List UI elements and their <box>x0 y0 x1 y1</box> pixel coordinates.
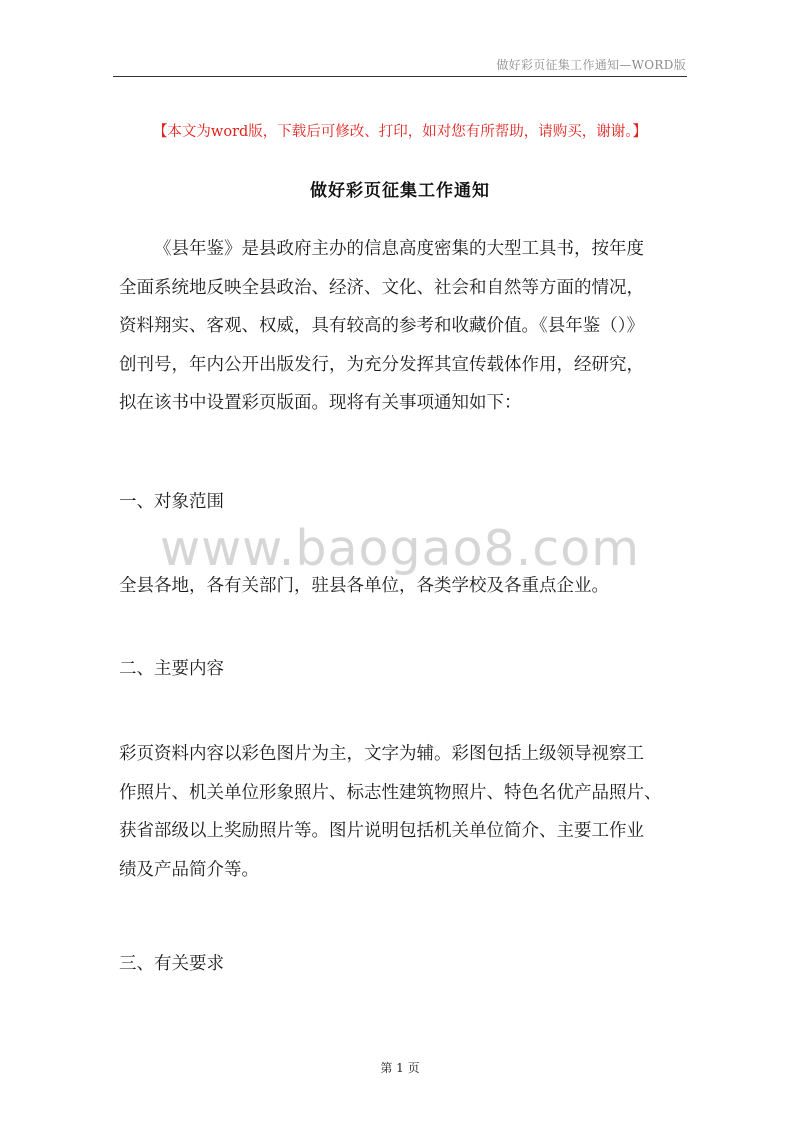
running-header: 做好彩页征集工作通知—WORD版 <box>496 58 686 72</box>
watermark: www.baogao8.com <box>160 520 640 577</box>
document-title: 做好彩页征集工作通知 <box>310 181 490 201</box>
intro-paragraph <box>119 230 687 423</box>
paragraph-line: 获省部级以上奖励照片等。图片说明包括机关单位简介、主要工作业 <box>119 821 644 841</box>
intro-line: 拟在该书中设置彩页版面。现将有关事项通知如下： <box>119 393 522 413</box>
section-scope-paragraph <box>119 567 687 606</box>
section-heading-content: 二、主要内容 <box>119 659 224 679</box>
section-heading-scope: 一、对象范围 <box>119 492 224 512</box>
paragraph-line: 作照片、机关单位形象照片、标志性建筑物照片、特色名优产品照片、 <box>119 782 662 803</box>
intro-line: 资料翔实、客观、权威，具有较高的参考和收藏价值。《县年鉴（）》 <box>119 316 644 336</box>
download-notice: 【本文为word版，下载后可修改、打印，如对您有所帮助，请购买，谢谢。】 <box>152 124 648 140</box>
intro-line: 创刊号，年内公开出版发行，为充分发挥其宣传载体作用，经研究， <box>119 354 644 375</box>
intro-line: 《县年鉴》是县政府主办的信息高度密集的大型工具书，按年度 <box>154 239 644 259</box>
paragraph-line: 绩及产品简介等。 <box>119 859 259 880</box>
section-content-paragraph <box>119 735 687 889</box>
intro-line: 全面系统地反映全县政治、经济、文化、社会和自然等方面的情况， <box>119 277 644 298</box>
paragraph-line: 全县各地，各有关部门，驻县各单位，各类学校及各重点企业。 <box>119 576 609 596</box>
page-number: 第 1 页 <box>380 1061 420 1075</box>
paragraph-line: 彩页资料内容以彩色图片为主，文字为辅。彩图包括上级领导视察工 <box>119 744 644 764</box>
section-heading-requirements: 三、有关要求 <box>119 954 224 974</box>
header-divider <box>113 76 687 77</box>
